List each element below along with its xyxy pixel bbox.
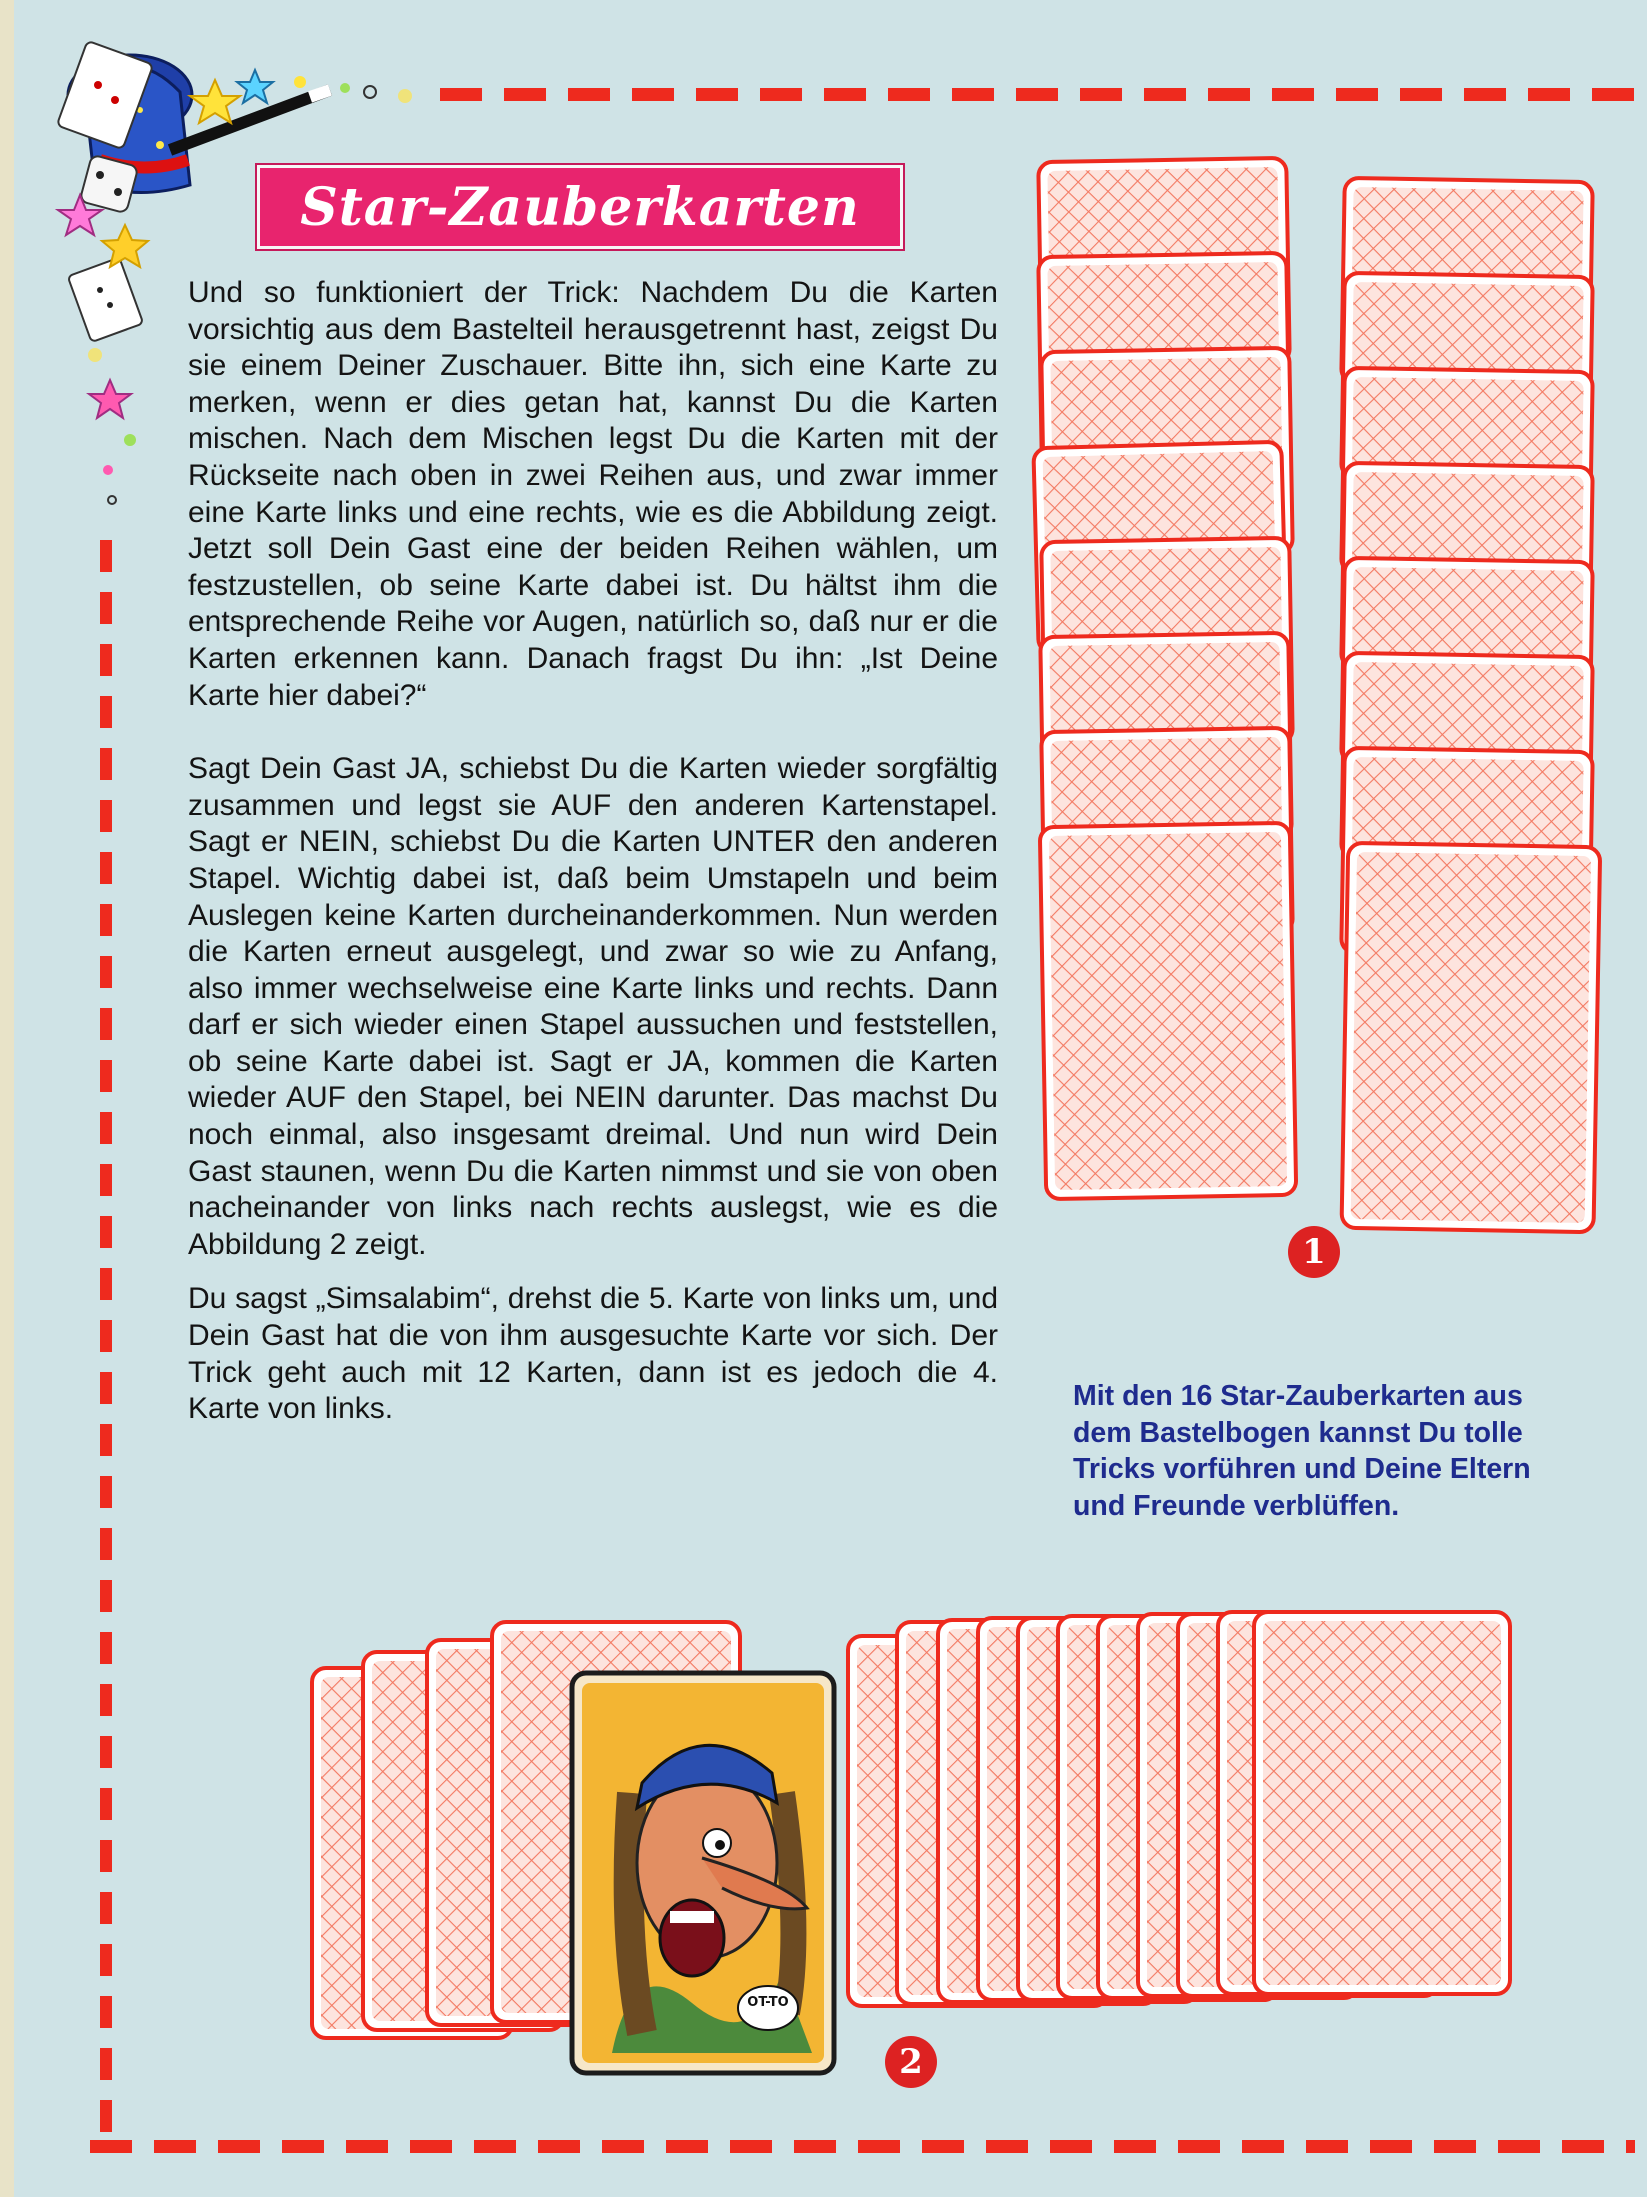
revealed-card-otto	[572, 1673, 834, 2073]
paragraph-3: Du sagst „Simsalabim“, drehst die 5. Karte von links um, und Dein Gast hat die von ihm ausgesuchte Karte vor sich. Der Trick geht auch mit 12 Karten, dann ist es jedoch die 4. Karte von links.	[188, 1282, 998, 1426]
figure-1-right-column	[1341, 178, 1600, 1232]
figure-1-badge: 1	[1288, 1226, 1340, 1278]
figure-1-left-column	[1033, 158, 1296, 1199]
caption: Mit den 16 Star-Zauberkarten aus dem Bastelbogen kannst Du tolle Tricks vorführen und Deine Eltern und Freunde verblüffen.	[1073, 1380, 1531, 1522]
otto-label: OT-TO	[747, 1995, 789, 2010]
page-title: Star-Zauberkarten	[300, 176, 860, 238]
figure-2-right-fan	[848, 1612, 1510, 2006]
article-body	[188, 275, 998, 1428]
paragraph-2: Sagt Dein Gast JA, schiebst Du die Karten wieder sorgfältig zusammen und legst sie AUF den anderen Kartenstapel. Sagt er NEIN, schiebst Du die Karten UNTER den anderen Stapel. Wichtig dabei ist, daß beim Umstapeln und beim Auslegen keine Karten durcheinanderkommen. Nun werden die Karten erneut ausgelegt, und zwar so wie zu Anfang, also immer wechselweise eine Karte links und rechts. Dann darf er sich wieder einen Stapel aussuchen und feststellen, ob seine Karte dabei ist. Sagt er JA, kommen die Karten wieder AUF den Stapel, bei NEIN darunter. Das machst Du noch einmal, also insgesamt dreimal. Und nun wird Dein Gast staunen, wenn Du die Karten nimmst und sie von oben nacheinander von links nach rechts auslegst, wie es die Abbildung 2 zeigt.	[188, 752, 998, 1261]
title-banner	[257, 165, 903, 249]
figure-2-badge: 2	[885, 2036, 937, 2088]
paragraph-1: Und so funktioniert der Trick: Nachdem Du die Karten vorsichtig aus dem Bastelteil herausgetrennt hast, zeigst Du sie einem Deiner Zuschauer. Bitte ihn, sich eine Karte zu merken, wenn er dies getan hat, kannst Du die Karten mischen. Nach dem Mischen legst Du die Karten mit der Rückseite nach oben in zwei Reihen aus, und zwar immer eine Karte links und eine rechts, wie es die Abbildung zeigt. Jetzt soll Dein Gast eine der beiden Reihen wählen, um festzustellen, ob seine Karte dabei ist. Du hältst ihm die entsprechende Reihe vor Augen, natürlich so, daß nur er die Karten erkennen kann. Danach fragst Du ihn: „Ist Deine Karte hier dabei?“	[188, 276, 998, 712]
